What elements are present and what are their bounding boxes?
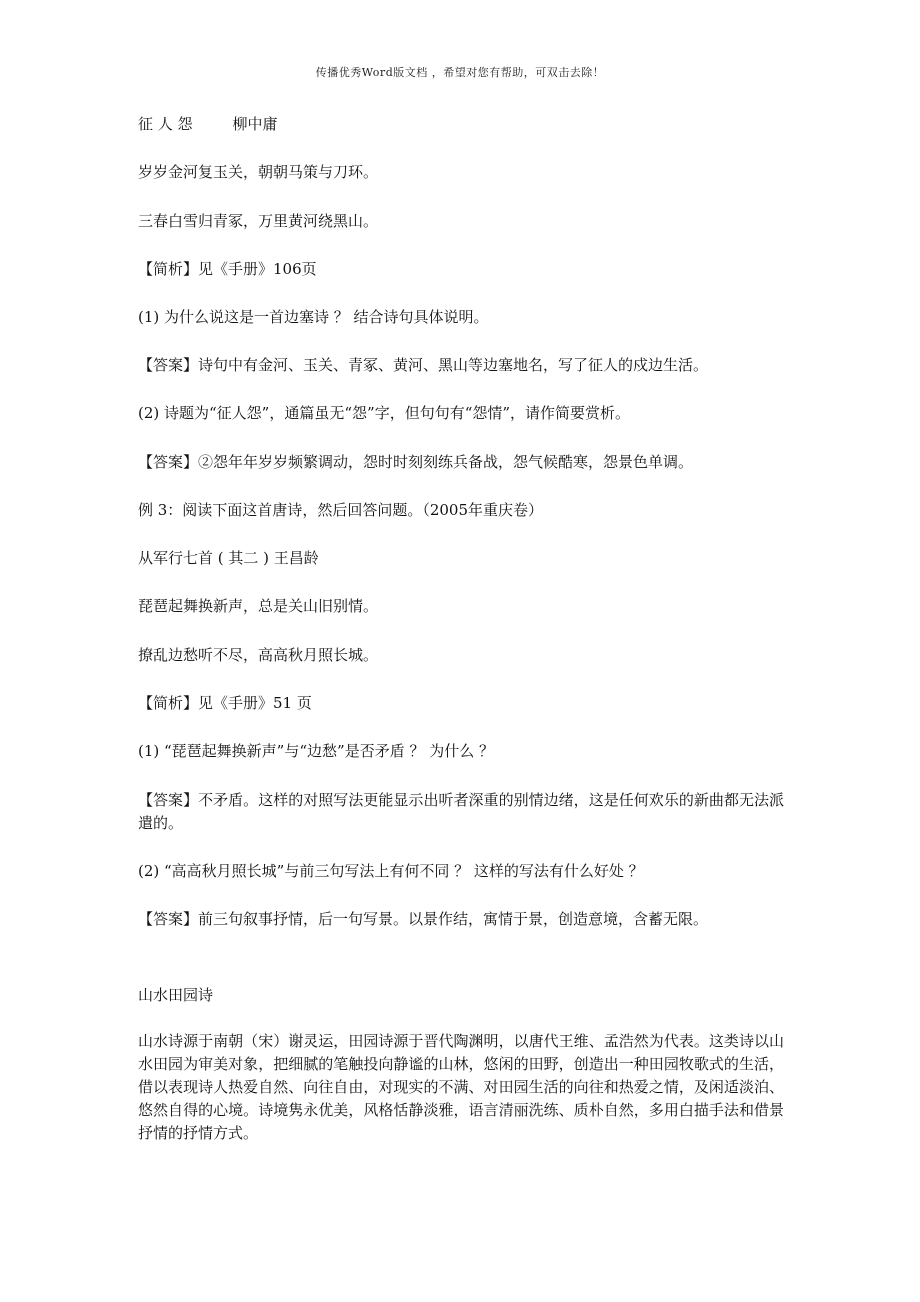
example3-question2: (2) “高高秋月照长城”与前三句写法上有何不同 ？ 这样的写法有什么好处 ？: [138, 862, 644, 880]
poem1-question2: (2) 诗题为“征人怨”，通篇虽无“怨”字，但句句有“怨情”，请作简要赏析。: [138, 404, 631, 422]
poem1-question1: (1) 为什么说这是一首边塞诗 ？ 结合诗句具体说明。: [138, 308, 489, 326]
example3-intro: 例 3：阅读下面这首唐诗，然后回答问题。（2005年重庆卷）: [138, 501, 543, 519]
poem1-title: 征 人 怨: [138, 115, 193, 133]
example3-title: 从军行七首 ( 其二 ) 王昌龄: [138, 549, 319, 567]
example3-line1: 琵琶起舞换新声，总是关山旧别情。: [138, 597, 379, 615]
example3-line2: 撩乱边愁听不尽，高高秋月照长城。: [138, 646, 379, 664]
section-heading: 山水田园诗: [138, 986, 214, 1004]
poem1-answer2: 【答案】②怨年年岁岁频繁调动，怨时时刻刻练兵备战，怨气候酷寒，怨景色单调。: [138, 453, 694, 471]
poem1-answer1: 【答案】诗句中有金河、玉关、青冢、黄河、黑山等边塞地名，写了征人的戍边生活。: [138, 356, 709, 374]
page-header-note: 传播优秀Word版文档 ，希望对您有帮助，可双击去除！: [315, 66, 605, 79]
poem1-line1: 岁岁金河复玉关，朝朝马策与刀环。: [138, 163, 379, 181]
example3-analysis: 【简析】见《手册》51 页: [138, 694, 312, 712]
poem1-analysis: 【简析】见《手册》106页: [138, 260, 317, 278]
poem1-line2: 三春白雪归青冢，万里黄河绕黑山。: [138, 212, 379, 230]
example3-question1: (1) “琵琶起舞换新声”与“边愁”是否矛盾 ？ 为什么 ？: [138, 742, 494, 760]
example3-answer1: 【答案】不矛盾。这样的对照写法更能显示出听者深重的别情边绪，这是任何欢乐的新曲都无法派遣的。: [138, 791, 784, 832]
poem1-author: 柳中庸: [232, 115, 278, 133]
example3-answer2: 【答案】前三句叙事抒情，后一句写景。以景作结，寓情于景，创造意境，含蓄无限。: [138, 910, 709, 928]
poem1-title-line: [138, 114, 278, 134]
section-body: 山水诗源于南朝（宋）谢灵运，田园诗源于晋代陶渊明，以唐代王维、孟浩然为代表。这类诗以山水田园为审美对象，把细腻的笔触投向静谧的山林，悠闲的田野，创造出一种田园牧歌式的生活，借以表现诗人热爱自然、向往自由，对现实的不满、对田园生活的向往和热爱之情，及闲适淡泊、悠然自得的心境。诗境隽永优美，风格恬静淡雅，语言清丽洗练、质朴自然，多用白描手法和借景抒情的抒情方式。: [138, 1032, 784, 1142]
